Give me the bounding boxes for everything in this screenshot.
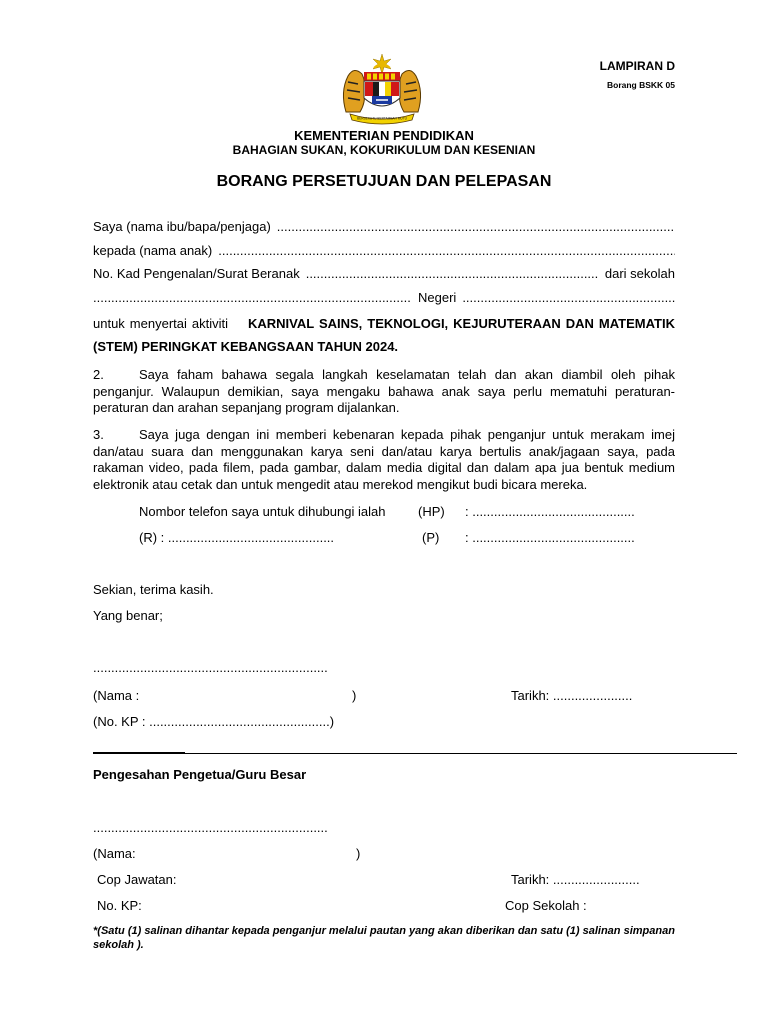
phone-r-blank[interactable]: (R) : .............................................. <box>139 530 335 545</box>
parent-signature-line[interactable]: ................................................................. <box>93 660 328 675</box>
malaysia-coat-of-arms-icon <box>336 52 428 126</box>
phone-hp-blank[interactable]: : ............................................. <box>465 504 635 519</box>
parent-name-label: Saya (nama ibu/bapa/penjaga) <box>93 219 271 234</box>
form-code: Borang BSKK 05 <box>606 80 675 90</box>
phone-hp-label: (HP) <box>418 504 445 519</box>
parent-name-field[interactable] <box>93 219 675 234</box>
paragraph-2 <box>93 367 675 417</box>
section-divider <box>93 753 737 754</box>
school-state-field[interactable] <box>93 290 675 305</box>
ministry-name: KEMENTERIAN PENDIDIKAN <box>294 128 474 143</box>
ic-school-field[interactable] <box>93 266 675 281</box>
child-name-label: kepada (nama anak) <box>93 243 213 258</box>
principal-signature-line[interactable]: ................................................................. <box>93 820 328 835</box>
closing-thanks: Sekian, terima kasih. <box>93 582 214 597</box>
state-blank[interactable] <box>462 290 675 305</box>
parent-date-field[interactable]: Tarikh: ...................... <box>511 688 633 703</box>
paragraph-2-number: 2. <box>93 367 104 382</box>
child-name-field[interactable] <box>93 243 675 258</box>
division-name: BAHAGIAN SUKAN, KOKURIKULUM DAN KESENIAN <box>232 143 536 157</box>
parent-name-close: ) <box>352 688 357 703</box>
child-name-blank[interactable] <box>218 243 675 258</box>
phone-intro: Nombor telefon saya untuk dihubungi ialah <box>139 504 386 519</box>
activity-statement <box>93 312 675 358</box>
paragraph-3-number: 3. <box>93 427 104 442</box>
verification-heading: Pengesahan Pengetua/Guru Besar <box>93 767 307 782</box>
parent-name-label-sign: (Nama : <box>93 688 140 703</box>
state-label: Negeri <box>418 290 457 305</box>
principal-date-field[interactable]: Tarikh: ........................ <box>511 872 640 887</box>
parent-ic-field[interactable]: (No. KP : ..................................................) <box>93 714 335 729</box>
principal-name-label: (Nama: <box>93 846 136 861</box>
footnote: *(Satu (1) salinan dihantar kepada penganjur melalui pautan yang akan diberikan dan satu (1) salinan simpanan sekolah ). <box>93 925 675 951</box>
crest-motto: BERSEKUTU BERTAMBAH MUTU <box>356 116 408 121</box>
phone-p-blank[interactable]: : ............................................. <box>465 530 635 545</box>
school-label: dari sekolah <box>604 266 675 281</box>
ic-label: No. Kad Pengenalan/Surat Beranak <box>93 266 300 281</box>
parent-name-blank[interactable] <box>277 219 675 234</box>
page-title: BORANG PERSETUJUAN DAN PELEPASAN <box>216 173 552 190</box>
principal-ic-label: No. KP: <box>97 898 142 913</box>
phone-p-label: (P) <box>422 530 440 545</box>
ic-blank[interactable] <box>306 266 599 281</box>
lampiran-label: LAMPIRAN D <box>599 59 675 73</box>
closing-regards: Yang benar; <box>93 608 163 623</box>
principal-name-close: ) <box>356 846 361 861</box>
paragraph-3 <box>93 427 675 493</box>
school-blank[interactable] <box>93 290 412 305</box>
activity-label: untuk menyertai aktiviti <box>93 316 228 331</box>
paragraph-2-text: Saya faham bahawa segala langkah keselamatan telah dan akan diambil oleh pihak penganjur. Walaupun demikian, saya mengaku bahawa anak saya perlu mematuhi peraturan-peraturan dan arahan sepanjang program dijalankan. <box>93 367 675 415</box>
section-divider-accent <box>93 752 185 754</box>
paragraph-3-text: Saya juga dengan ini memberi kebenaran kepada pihak penganjur untuk merakam imej dan/atau suara dan menggunakan karya seni dan/atau karya bertulis anak/jagaan saya, pada rakaman video, pada filem, pada gambar, dalam media digital dan dalam apa jua bentuk medium elektronik atau cetak dan untuk mengedit atau merekod mengikut budi bicara mereka. <box>93 427 675 492</box>
activity-name: KARNIVAL SAINS, TEKNOLOGI, KEJURUTERAAN DAN MATEMATIK (STEM) PERINGKAT KEBANGSAAN TAHUN 2024. <box>93 316 675 354</box>
school-stamp-label: Cop Sekolah : <box>505 898 587 913</box>
position-stamp-label: Cop Jawatan: <box>97 872 177 887</box>
